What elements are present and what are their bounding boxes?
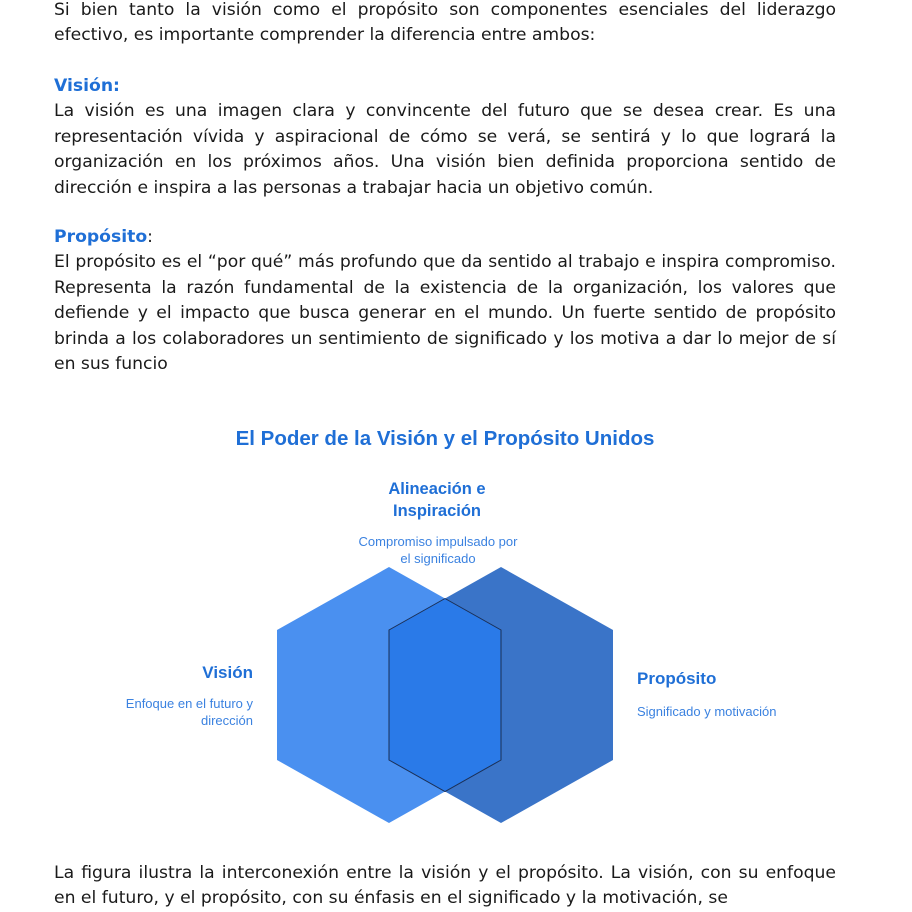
- purpose-heading-line: [54, 225, 836, 250]
- purpose-label-desc: Significado y motivación: [637, 704, 777, 719]
- closing-paragraph: La figura ilustra la interconexión entre la visión y el propósito. La visión, con su enfoque en el futuro, y el propósito, con su énfasis en el significado y la motivación, se: [54, 863, 836, 909]
- overlap-outline: [389, 599, 501, 792]
- vision-label-title: Visión: [202, 663, 253, 682]
- vision-label-desc-line1: Enfoque en el futuro y: [125, 696, 253, 711]
- vision-hexagon: [277, 567, 501, 823]
- center-desc-line1: Compromiso impulsado por: [358, 534, 518, 549]
- purpose-body: El propósito es el “por qué” más profundo que da sentido al trabajo e inspira compromiso. Representa la razón fundamental de la existencia de la organización, los valores que defiende y el impacto que busca generar en el mundo. Un fuerte sentido de propósito brinda a los colaboradores un sentimiento de significado y los motiva a dar lo mejor de sí en sus funcio: [54, 252, 836, 375]
- center-desc-line2: el significado: [400, 551, 476, 566]
- vision-heading: Visión:: [54, 76, 120, 96]
- intro-paragraph: Si bien tanto la visión como el propósito son componentes esenciales del liderazgo efectivo, es importante comprender la diferencia entre ambos:: [54, 0, 836, 46]
- purpose-label-title: Propósito: [637, 669, 717, 688]
- purpose-hexagon: [389, 567, 613, 823]
- center-title-line2: Inspiración: [392, 502, 482, 520]
- figure-title: El Poder de la Visión y el Propósito Unidos: [235, 427, 655, 450]
- vision-section: [54, 74, 836, 201]
- vision-body: La visión es una imagen clara y convincente del futuro que se desea crear. Es una representación vívida y aspiracional de cómo se verá, se sentirá y lo que logrará la organización en los próximos años. Una visión bien definida proporciona sentido de dirección e inspira a las personas a trabajar hacia un objetivo común.: [54, 101, 836, 198]
- purpose-heading-colon: :: [147, 227, 153, 247]
- center-title-line1: Alineación e: [388, 480, 486, 498]
- overlap-region: [389, 599, 501, 792]
- purpose-heading: Propósito: [54, 227, 148, 247]
- purpose-section: [54, 225, 836, 377]
- vision-label-desc-line2: dirección: [200, 713, 253, 728]
